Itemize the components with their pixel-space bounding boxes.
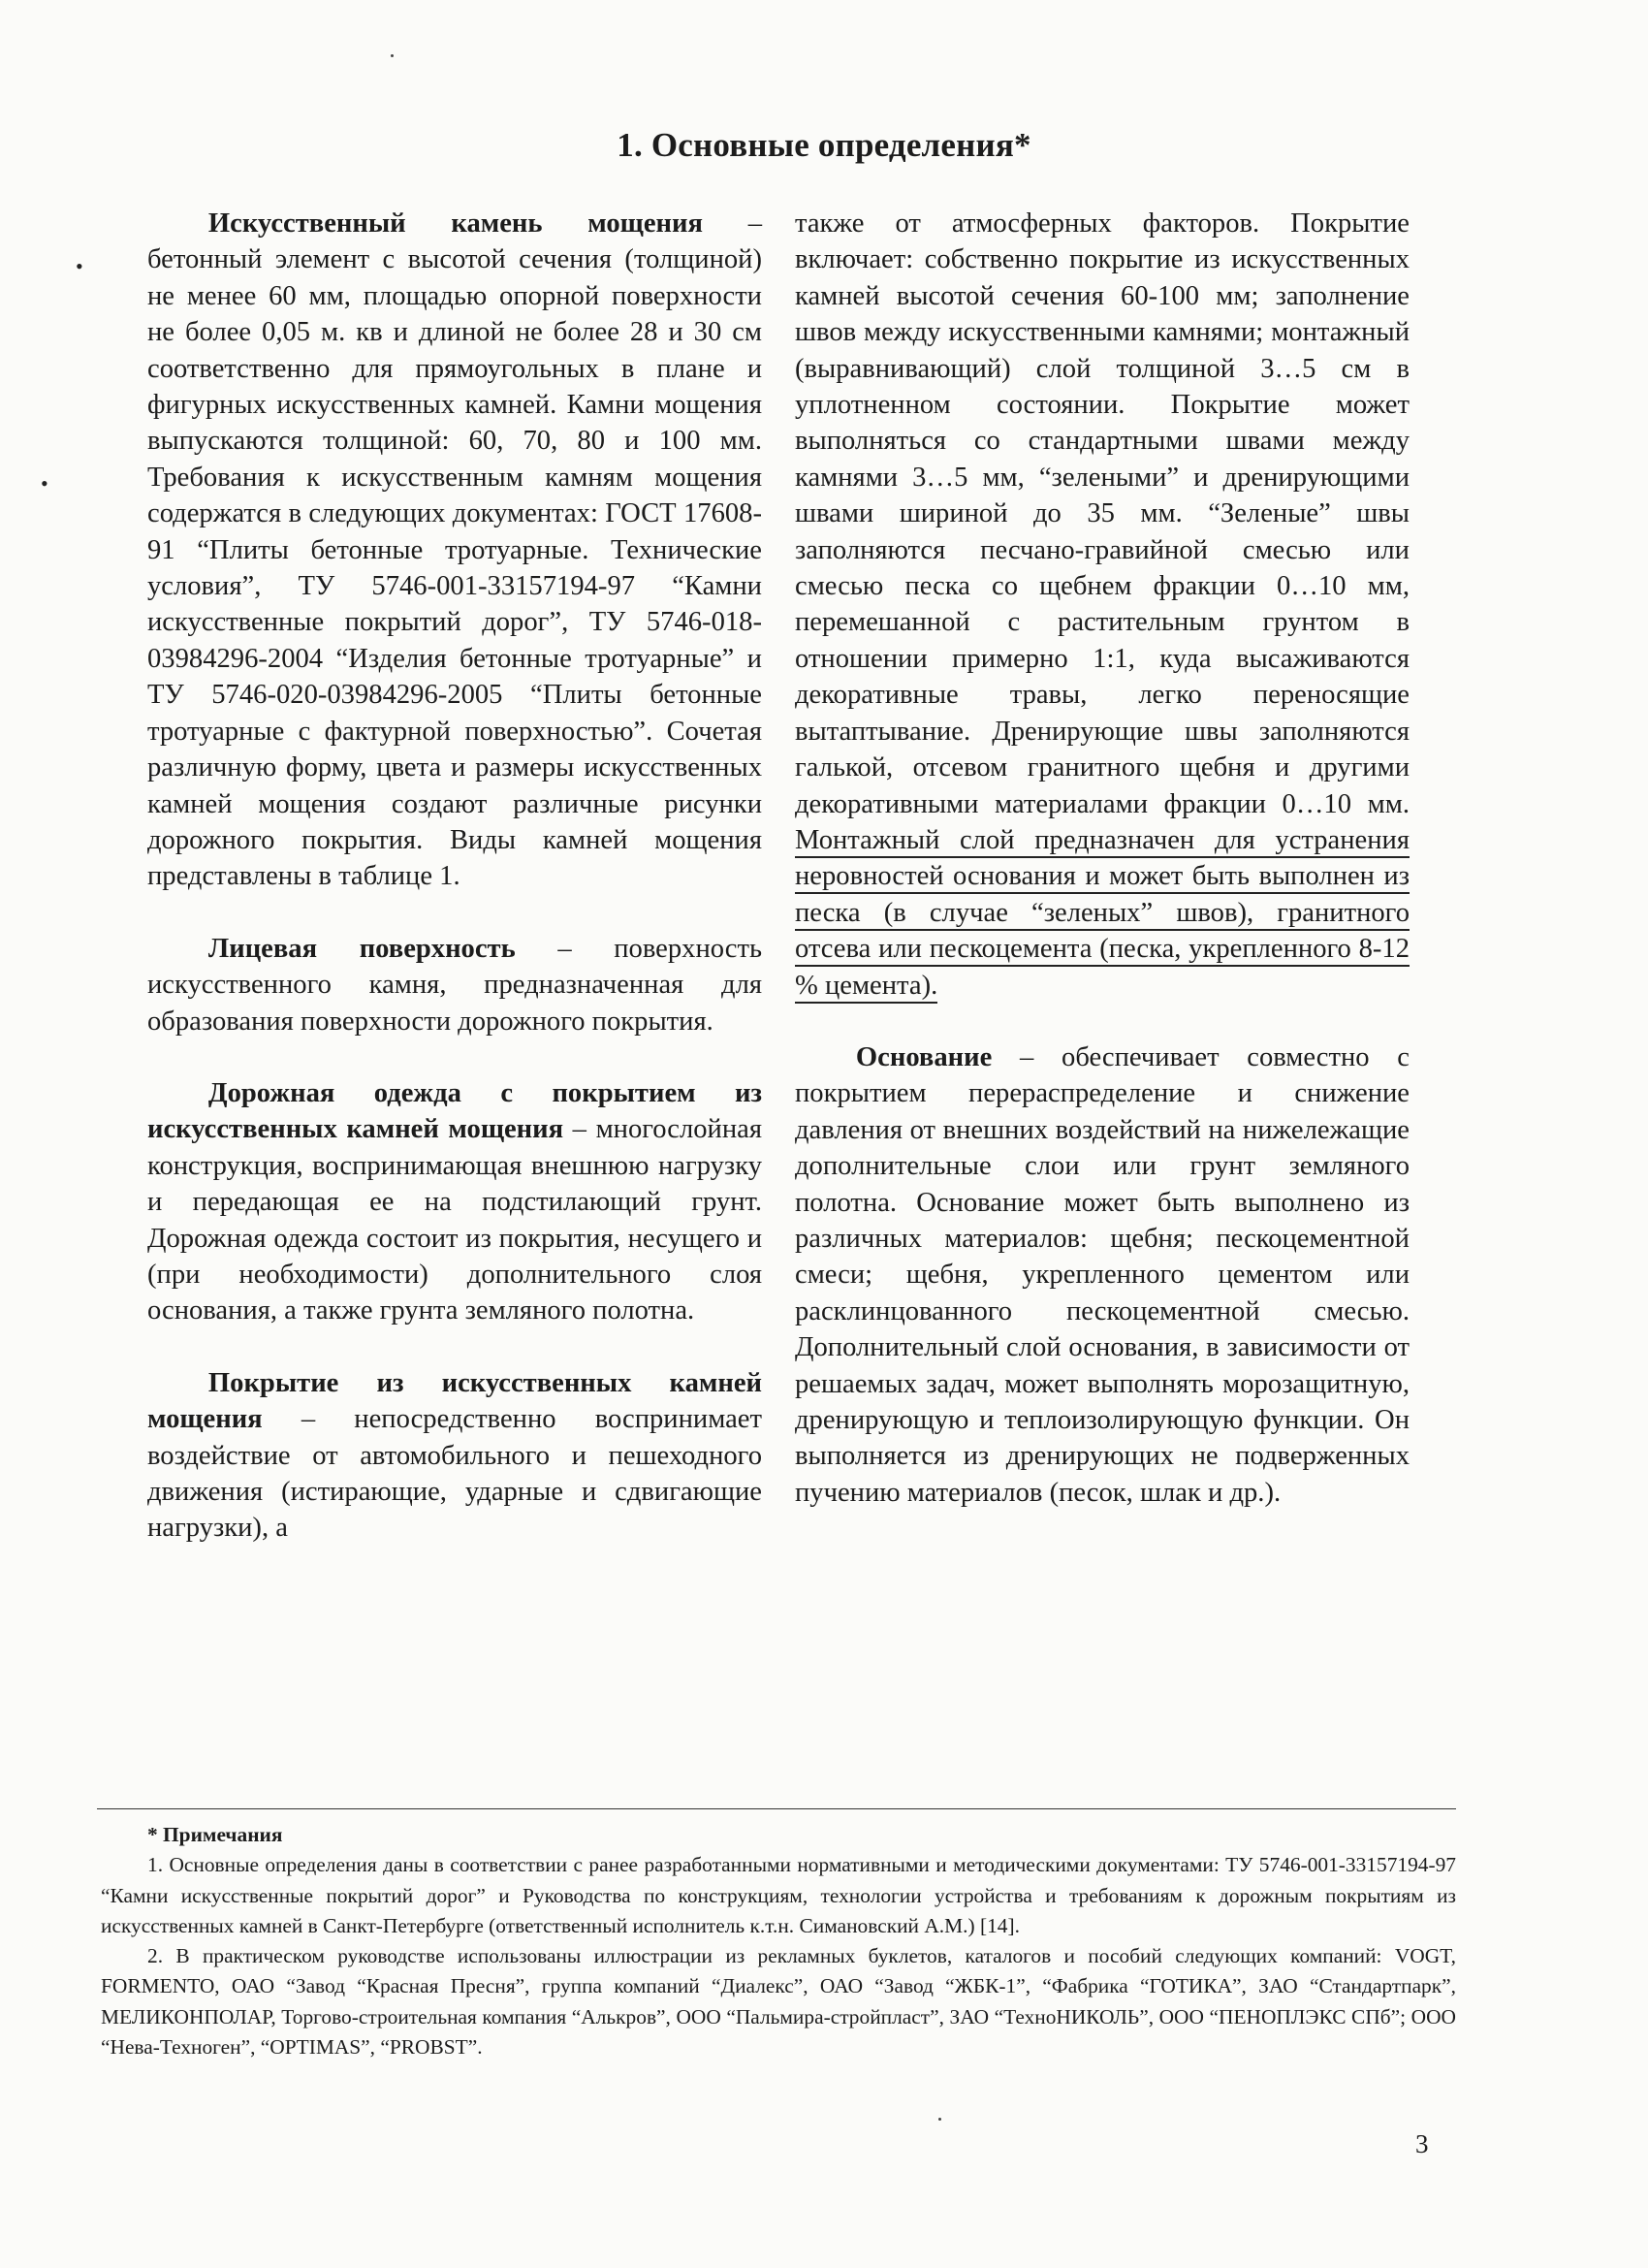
definition-text: – поверхность искусственного камня, предназначенная для образования поверхности дорожного покрытия. [147,933,762,1037]
footnote-item: 2. В практическом руководстве использованы иллюстрации из рекламных буклетов, каталогов и пособий следующих компаний: VOGT, FORMENTO, ОАО “Завод “Красная Пресня”, группа компаний “Диалекс”, ОАО “Завод “ЖБК-1”, “Фабрика “ГОТИКА”, ЗАО “Стандартпарк”, МЕЛИКОНПОЛАР, Торгово-строительная компания “Алькров”, ООО “Пальмира-стройпласт”, ЗАО “ТехноНИКОЛЬ”, ООО “ПЕНОПЛЭКС СПб”; ООО “Нева-Техноген”, “OPTIMAS”, “PROBST”. [101,1944,1456,2060]
continuation-paragraph [795,206,1410,1004]
scan-speck [938,2118,941,2121]
section-title: 1. Основные определения* [617,126,1031,164]
definition-text: – обеспечивает совместно с покрытием перераспределение и снижение давления от внешних воздействий на нижележащие дополнительные слои или грунт земляного полотна. Основание может быть выполнено из различных материалов: щебня; пескоцементной смеси; щебня, укрепленного цементом или расклинцованного пескоцементной смесью. Дополнительный слой основания, в зависимости от решаемых задач, может выполнять морозащитную, дренирующую и теплоизолирующую функции. Он выполняется из дренирующих не подверженных пучению материалов (песок, шлак и др.). [795,1041,1410,1508]
definition-paragraph [795,1039,1410,1511]
definition-text: – бетонный элемент с высотой сечения (толщиной) не менее 60 мм, площадью опорной поверхности не более 0,05 м. кв и длиной не более 28 и 30 см соответственно для прямоугольных в плане и фигурных искусственных камней. Камни мощения выпускаются толщиной: 60, 70, 80 и 100 мм. Требования к искусственным камням мощения содержатся в следующих документах: ГОСТ 17608-91 “Плиты бетонные тротуарные. Технические условия”, ТУ 5746-001-33157194-97 “Камни искусственные покрытий дорог”, ТУ 5746-018-03984296-2004 “Изделия бетонные тротуарные” и ТУ 5746-020-03984296-2005 “Плиты бетонные тротуарные с фактурной поверхностью”. Сочетая различную форму, цвета и размеры искусственных камней мощения создают различные рисунки дорожного покрытия. Виды камней мощения представлены в таблице 1. [147,208,762,892]
definition-paragraph [147,931,762,1039]
definition-term: Покрытие из искусственных камней мощения [147,1367,762,1435]
margin-mark: • [76,254,83,278]
margin-mark: • [41,471,48,495]
footnotes-heading: * Примечания [147,1823,283,1846]
definition-text: – непосредственно воспринимает воздействие от автомобильного и пешеходного движения (истирающие, ударные и сдвигающие нагрузки), а [147,1404,762,1544]
definition-text: – многослойная конструкция, воспринимающая внешнюю нагрузку и передающая ее на подстилающий грунт. Дорожная одежда состоит из покрытия, несущего и (при необходимости) дополнительного слоя основания, а также грунта земляного полотна. [147,1114,762,1326]
footnote-item: 1. Основные определения даны в соответствии с ранее разработанными нормативными и методическими документами: ТУ 5746-001-33157194-97 “Камни искусственные покрытий дорог” и Руководства по конструкциям, технологии устройства и требованиям к дорожным покрытиям из искусственных камней в Санкт-Петербурге (ответственный исполнитель к.т.н. Симановский А.М.) [14]. [101,1853,1456,1937]
definition-paragraph [147,206,762,895]
definition-term: Искусственный камень мощения [207,208,703,239]
definition-term: Лицевая поверхность [207,933,516,964]
definition-term: Дорожная одежда с покрытием из искусственных камней мощения [147,1077,762,1145]
right-column [795,206,1410,1511]
underlined-text: Монтажный слой предназначен для устранения неровностей основания и может быть выполнен из песка (в случае “зеленых” швов), гранитного отсева или пескоцемента (песка, укрепленного 8-12 % цемента). [795,825,1410,1004]
continuation-text: также от атмосферных факторов. Покрытие включает: собственно покрытие из искусственных камней высотой сечения 60-100 мм; заполнение швов между искусственными камнями; монтажный (выравнивающий) слой толщиной 3…5 см в уплотненном состоянии. Покрытие может выполняться со стандартными швами между камнями 3…5 мм, “зелеными” и дренирующими швами шириной до 35 мм. “Зеленые” швы заполняются песчано-гравийной смесью или смесью песка со щебнем фракции 0…10 мм, перемешанной с растительным грунтом в отношении примерно 1:1, куда высаживаются декоративные травы, легко переносящие вытаптывание. Дренирующие швы заполняются галькой, отсевом гранитного щебня и другими декоративными материалами фракции 0…10 мм. [795,208,1410,819]
footnotes [101,1820,1456,2062]
scan-speck [391,54,394,57]
left-column [147,206,762,1547]
definition-term: Основание [855,1041,993,1072]
footnote-divider [97,1808,1456,1809]
definition-paragraph [147,1075,762,1329]
definition-paragraph [147,1365,762,1547]
page-number: 3 [1415,2129,1429,2158]
